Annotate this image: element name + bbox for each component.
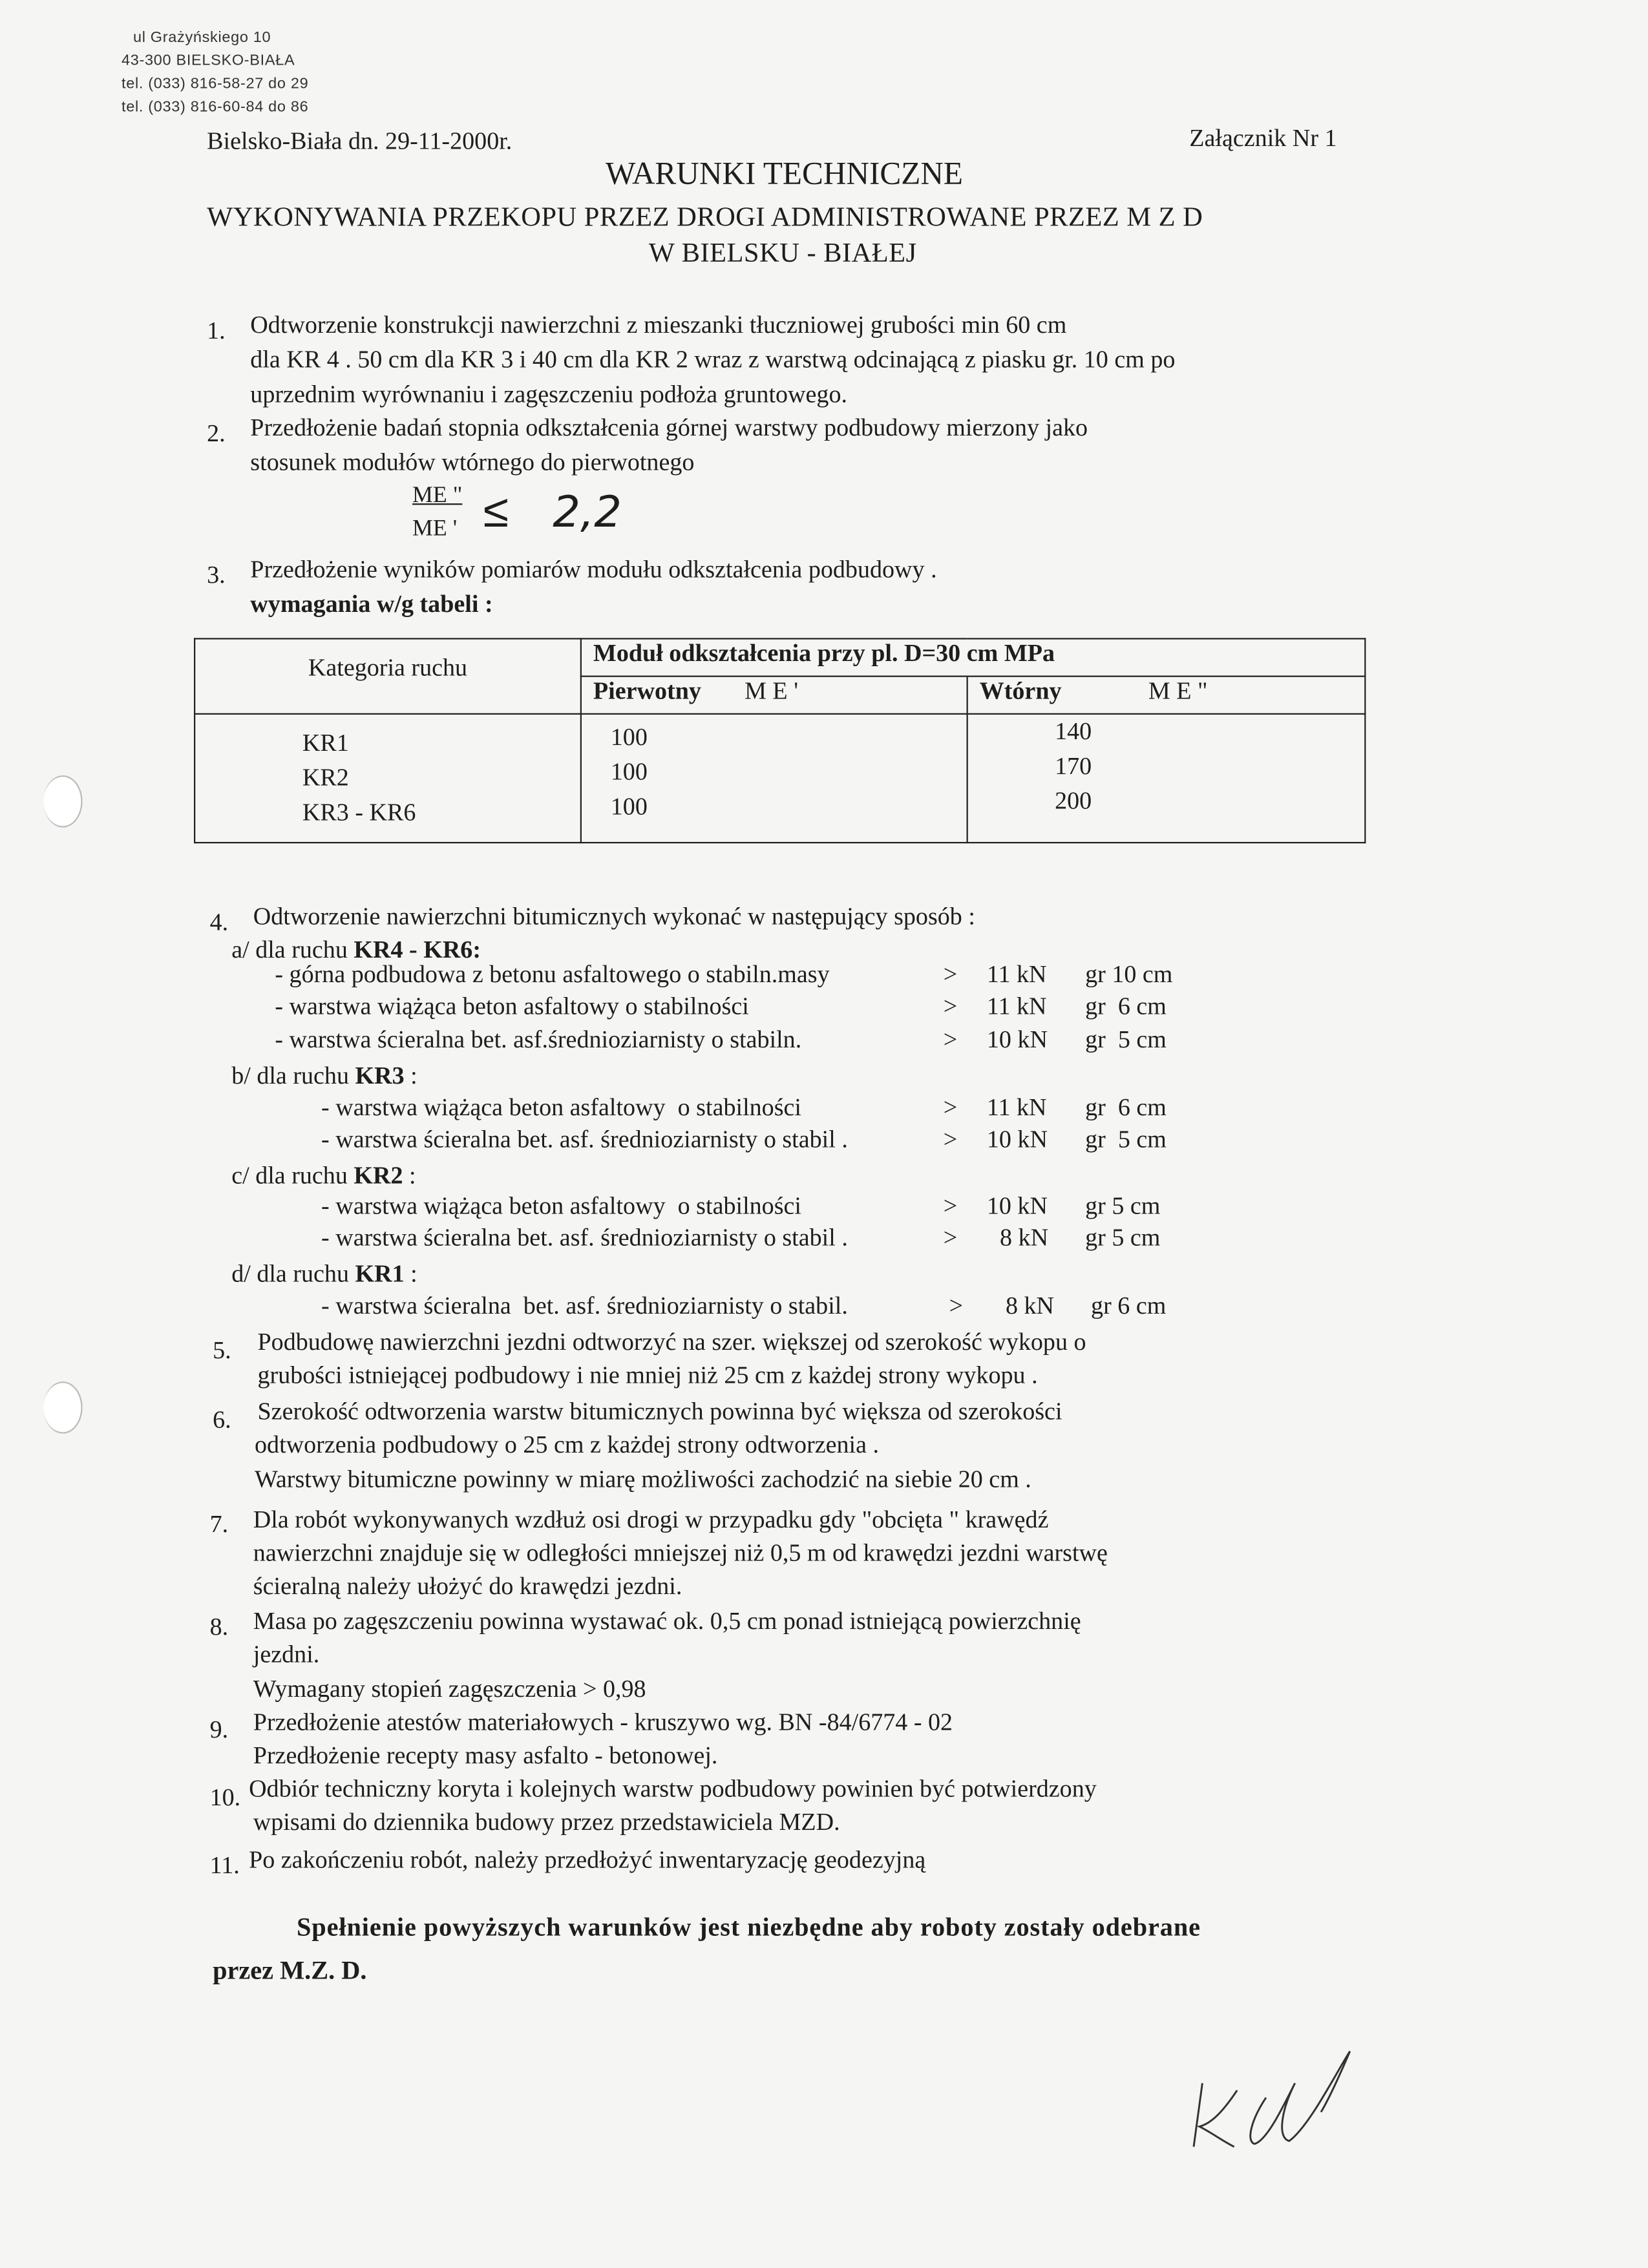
item-number: 11. bbox=[209, 1851, 240, 1880]
item-line: Po zakończeniu robót, należy przedłożyć inwentaryzację geodezyjną bbox=[249, 1845, 926, 1874]
layer-stability: 10 kN bbox=[986, 1192, 1048, 1220]
item-line: Warstwy bitumiczne powinny w miarę możliwości zachodzić na siebie 20 cm . bbox=[255, 1465, 1031, 1493]
layer-op: > bbox=[943, 960, 958, 989]
group-label: c/ dla ruchu bbox=[231, 1161, 354, 1190]
layer-thickness: gr 10 cm bbox=[1085, 960, 1173, 989]
item-line: Masa po zagęszczeniu powinna wystawać ok. 0,5 cm ponad istniejącą powierzchnię bbox=[253, 1607, 1081, 1635]
header-secondary bbox=[967, 677, 1366, 714]
group-tail: : bbox=[403, 1161, 416, 1190]
layer-desc: - warstwa wiążąca beton asfaltowy o stabilności bbox=[321, 1192, 801, 1220]
item-number: 9. bbox=[209, 1716, 229, 1743]
layer-thickness: gr 5 cm bbox=[1085, 1125, 1167, 1153]
header-modulus: Moduł odkształcenia przy pl. D=30 cm MPa bbox=[581, 638, 1365, 676]
layer-thickness: gr 6 cm bbox=[1091, 1292, 1167, 1319]
header-primary bbox=[581, 677, 967, 714]
item-number: 5. bbox=[213, 1336, 231, 1365]
item-line: uprzednim wyrównaniu i zagęszczeniu podłoża gruntowego. bbox=[250, 380, 848, 408]
layer-desc: - warstwa ścieralna bet. asf.średnioziarnisty o stabiln. bbox=[275, 1025, 802, 1053]
layer-thickness: gr 6 cm bbox=[1085, 992, 1167, 1020]
layer-stability: 10 kN bbox=[986, 1125, 1048, 1153]
document-subtitle: WYKONYWANIA PRZEKOPU PRZEZ DROGI ADMINISTROWANE PRZEZ M Z D bbox=[207, 202, 1203, 233]
layer-desc: - warstwa wiążąca beton asfaltowy o stabilności bbox=[275, 992, 749, 1020]
item-number: 3. bbox=[207, 561, 226, 589]
signature bbox=[1179, 2040, 1368, 2156]
item-line: nawierzchni znajduje się w odległości mniejszej niż 0,5 m od krawędzi jezdni warstwę bbox=[253, 1539, 1108, 1567]
date-line: Bielsko-Biała dn. 29-11-2000r. bbox=[207, 127, 512, 155]
category-cells bbox=[195, 714, 581, 843]
header-category: Kategoria ruchu bbox=[195, 638, 581, 713]
header-primary-symbol: M E ' bbox=[745, 677, 799, 705]
layer-stability: 10 kN bbox=[986, 1025, 1048, 1053]
layer-thickness: gr 5 cm bbox=[1085, 1192, 1161, 1220]
layer-desc: - warstwa ścieralna bet. asf. średnioziarnisty o stabil . bbox=[321, 1224, 848, 1252]
group-label: d/ dla ruchu bbox=[231, 1259, 355, 1288]
item-line: Wymagany stopień zagęszczenia > 0,98 bbox=[253, 1675, 646, 1703]
table-cell: 100 bbox=[610, 792, 648, 821]
item-line: grubości istniejącej podbudowy i nie mniej niż 25 cm z każdej strony wykopu . bbox=[257, 1361, 1038, 1389]
header-primary-label: Pierwotny bbox=[593, 677, 701, 705]
layer-group-c bbox=[231, 1162, 416, 1191]
document-subtitle-city: W BIELSKU - BIAŁEJ bbox=[648, 238, 917, 269]
stamp-line: 43-300 BIELSKO-BIAŁA bbox=[121, 52, 295, 70]
item-line: odtworzenia podbudowy o 25 cm z każdej strony odtworzenia . bbox=[255, 1431, 880, 1458]
layer-op: > bbox=[949, 1292, 964, 1319]
formula-value: 2,2 bbox=[553, 487, 622, 538]
layer-op: > bbox=[943, 992, 958, 1020]
document-title: WARUNKI TECHNICZNE bbox=[605, 154, 963, 191]
stamp-line: ul Grażyńskiego 10 bbox=[132, 28, 271, 47]
item-line: Odtworzenie konstrukcji nawierzchni z mieszanki tłuczniowej grubości min 60 cm bbox=[250, 311, 1067, 339]
layer-stability: 8 kN bbox=[1000, 1224, 1049, 1252]
item-number: 2. bbox=[207, 419, 226, 447]
modulus-table bbox=[194, 638, 1366, 843]
layer-op: > bbox=[943, 1093, 958, 1122]
formula-denominator: ME ' bbox=[412, 516, 458, 541]
item-number: 8. bbox=[209, 1613, 229, 1641]
item-line: Odtworzenie nawierzchni bitumicznych wykonać w następujący sposób : bbox=[253, 903, 975, 930]
item-line: ścieralną należy ułożyć do krawędzi jezdni. bbox=[253, 1572, 682, 1601]
table-cell: KR2 bbox=[302, 764, 349, 792]
group-category: KR1 bbox=[355, 1259, 405, 1288]
layer-thickness: gr 6 cm bbox=[1085, 1093, 1167, 1122]
group-label: b/ dla ruchu bbox=[231, 1062, 355, 1089]
item-number: 4. bbox=[209, 908, 229, 936]
item-line: wymagania w/g tabeli : bbox=[250, 590, 493, 618]
formula-numerator: ME " bbox=[412, 483, 463, 508]
secondary-cells bbox=[967, 714, 1366, 843]
layer-desc: - warstwa ścieralna bet. asf. średnioziarnisty o stabil . bbox=[321, 1125, 848, 1153]
group-tail: : bbox=[404, 1062, 417, 1089]
item-line: Dla robót wykonywanych wzdłuż osi drogi w przypadku gdy "obcięta " krawędź bbox=[253, 1506, 1049, 1534]
item-number: 10. bbox=[209, 1783, 241, 1811]
item-line: Odbiór techniczny koryta i kolejnych warstw podbudowy powinien być potwierdzony bbox=[249, 1775, 1097, 1803]
group-category: KR2 bbox=[354, 1161, 403, 1190]
layer-stability: 11 kN bbox=[986, 1093, 1047, 1122]
layer-stability: 11 kN bbox=[986, 960, 1047, 989]
layer-group-d bbox=[231, 1260, 417, 1289]
item-number: 7. bbox=[209, 1510, 229, 1538]
item-number: 1. bbox=[207, 317, 226, 344]
item-line: dla KR 4 . 50 cm dla KR 3 i 40 cm dla KR 2 wraz z warstwą odcinającą z piasku gr. 10 cm po bbox=[250, 346, 1176, 373]
attachment-label: Załącznik Nr 1 bbox=[1189, 124, 1337, 152]
closing-statement: Spełnienie powyższych warunków jest niezbędne aby roboty zostały odebrane bbox=[296, 1912, 1201, 1942]
header-secondary-symbol: M E " bbox=[1148, 677, 1208, 705]
item-line: Przedłożenie recepty masy asfalto - betonowej. bbox=[253, 1741, 718, 1770]
item-line: Przedłożenie atestów materiałowych - kruszywo wg. BN -84/6774 - 02 bbox=[253, 1708, 953, 1736]
layer-group-b bbox=[231, 1062, 417, 1091]
layer-op: > bbox=[943, 1192, 958, 1220]
table-cell: 100 bbox=[610, 758, 648, 786]
layer-op: > bbox=[943, 1125, 958, 1153]
closing-statement-cont: przez M.Z. D. bbox=[213, 1955, 367, 1985]
item-line: wpisami do dziennika budowy przez przedstawiciela MZD. bbox=[253, 1808, 840, 1836]
layer-stability: 8 kN bbox=[1005, 1292, 1055, 1319]
table-cell: KR3 - KR6 bbox=[302, 798, 416, 826]
stamp-line: tel. (033) 816-60-84 do 86 bbox=[121, 98, 309, 116]
punch-hole bbox=[43, 1381, 82, 1434]
table-cell: KR1 bbox=[302, 729, 349, 757]
item-line: jezdni. bbox=[253, 1640, 320, 1668]
table-cell: 140 bbox=[1055, 717, 1092, 745]
group-label: a/ dla ruchu bbox=[231, 936, 354, 964]
item-line: Przedłożenie wyników pomiarów modułu odkształcenia podbudowy . bbox=[250, 555, 937, 583]
layer-desc: - warstwa wiążąca beton asfaltowy o stabilności bbox=[321, 1093, 801, 1122]
group-category: KR4 - KR6: bbox=[354, 936, 481, 964]
item-line: Podbudowę nawierzchni jezdni odtworzyć na szer. większej od szerokość wykopu o bbox=[257, 1328, 1086, 1356]
item-number: 6. bbox=[213, 1406, 231, 1434]
item-line: stosunek modułów wtórnego do pierwotnego bbox=[250, 448, 695, 476]
layer-desc: - warstwa ścieralna bet. asf. średnioziarnisty o stabil. bbox=[321, 1292, 848, 1319]
header-secondary-label: Wtórny bbox=[979, 677, 1062, 705]
group-category: KR3 bbox=[355, 1062, 405, 1089]
item-line: Przedłożenie badań stopnia odkształcenia górnej warstwy podbudowy mierzony jako bbox=[250, 414, 1088, 441]
table-cell: 100 bbox=[610, 723, 648, 751]
item-line: Szerokość odtworzenia warstw bitumicznych powinna być większa od szerokości bbox=[257, 1397, 1062, 1425]
layer-op: > bbox=[943, 1224, 958, 1252]
layer-thickness: gr 5 cm bbox=[1085, 1224, 1161, 1252]
table-cell: 170 bbox=[1055, 752, 1092, 780]
layer-stability: 11 kN bbox=[986, 992, 1047, 1020]
layer-desc: - górna podbudowa z betonu asfaltowego o stabiln.masy bbox=[275, 960, 830, 989]
layer-op: > bbox=[943, 1025, 958, 1053]
table-cell: 200 bbox=[1055, 786, 1092, 815]
layer-thickness: gr 5 cm bbox=[1085, 1025, 1167, 1053]
stamp-line: tel. (033) 816-58-27 do 29 bbox=[121, 75, 309, 93]
primary-cells bbox=[581, 714, 967, 843]
group-tail: : bbox=[404, 1259, 417, 1288]
formula-relation: ≤ bbox=[483, 483, 509, 538]
punch-hole bbox=[43, 775, 82, 828]
